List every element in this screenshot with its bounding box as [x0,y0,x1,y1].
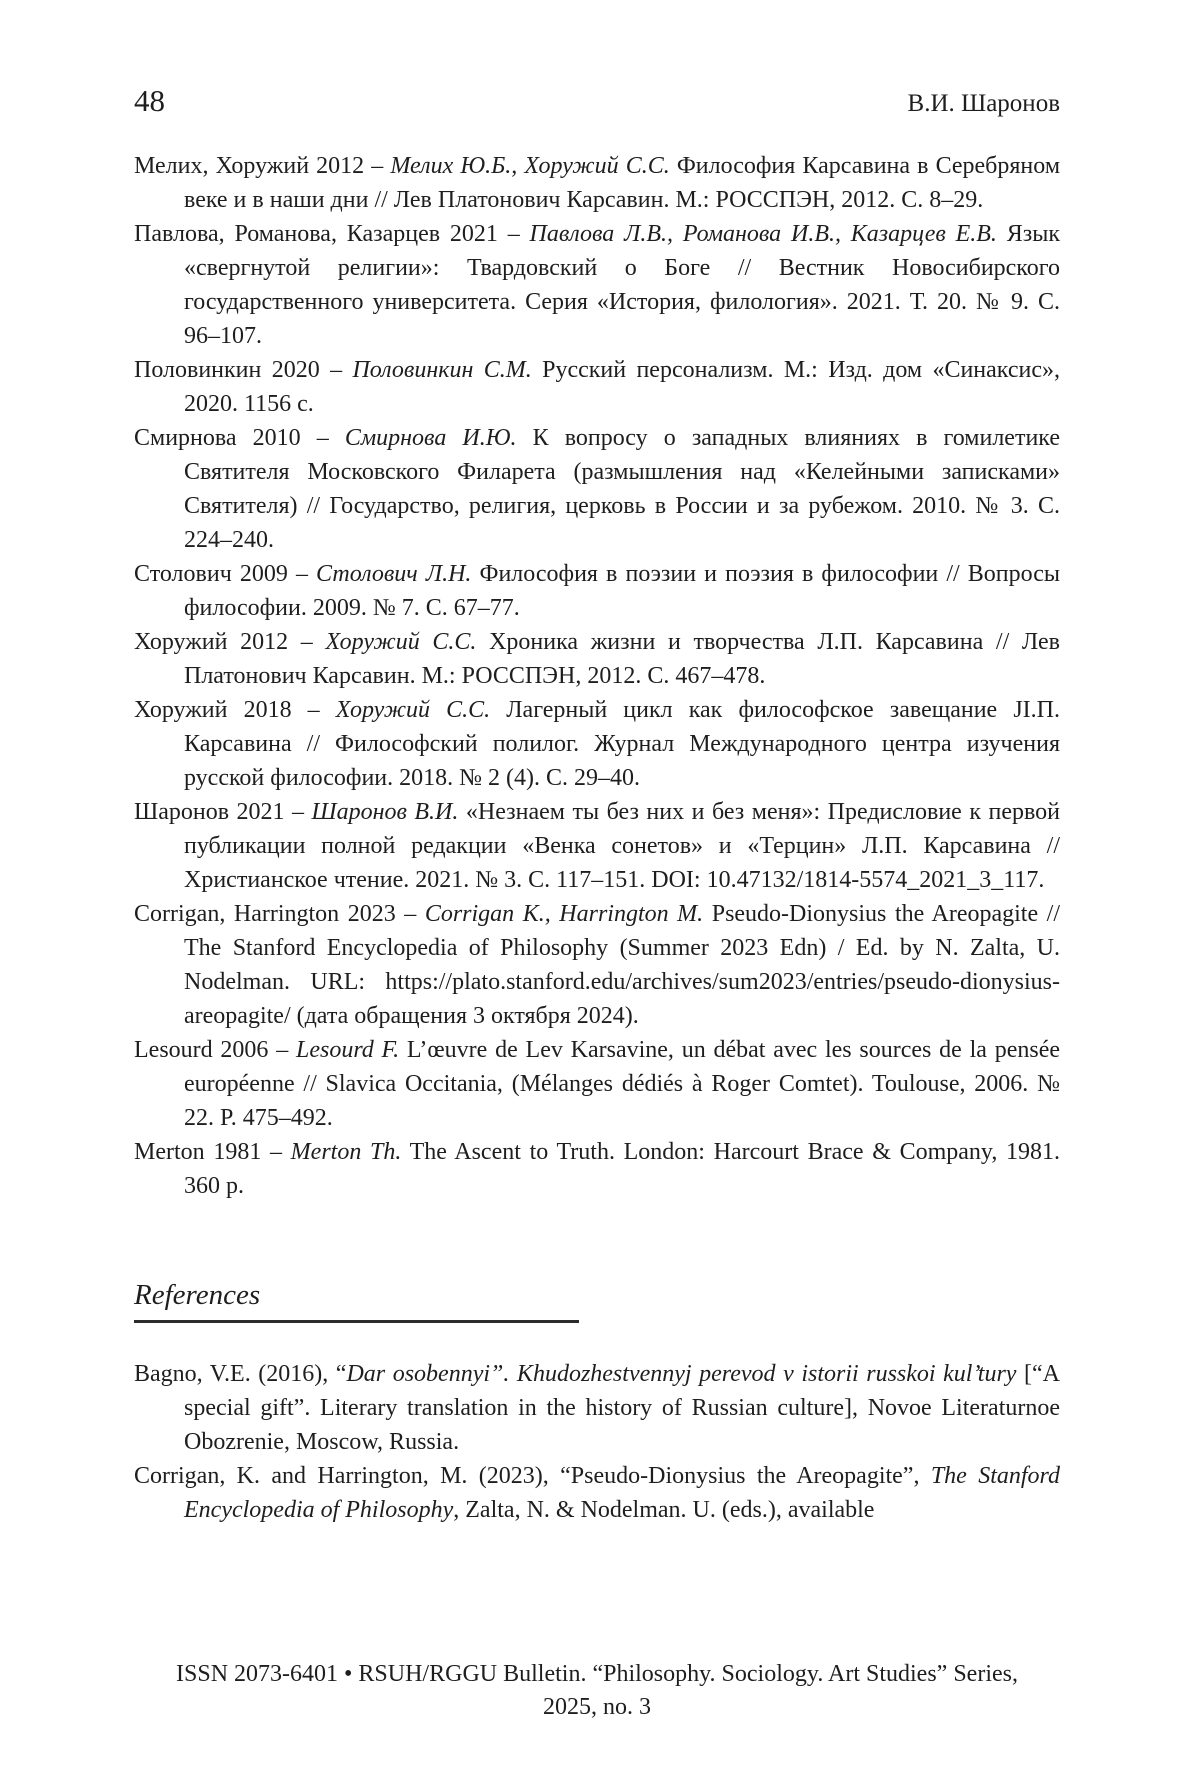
bibliography-entry: Мелих, Хоружий 2012 – Мелих Ю.Б., Хоружий С.С. Философия Карсавина в Серебряном веке и в наши дни // Лев Платонович Карсавин. М.: РОССПЭН, 2012. С. 8–29. [134,153,1061,213]
page-number: 48 [134,83,165,118]
bibliography-entry: Павлова, Романова, Казарцев 2021 – Павлова Л.В., Романова И.В., Казарцев Е.В. Язык «свергнутой религии»: Твардовский о Боге // Вестник Новосибирского государственного университета. Серия «История, филология». 2021. Т. 20. № 9. С. 96–107. [134,221,1060,349]
reference-entry: Bagno, V.E. (2016), “Dar osobennyi”. Khudozhestvennyj perevod v istorii russkoi kul’tury [“A special gift”. Literary translation in the history of Russian culture], Novoe Literaturnoe Obozrenie, Moscow, Russia. [134,1361,1061,1455]
text-column [134,84,1060,1527]
bibliography-entry: Столович 2009 – Столович Л.Н. Философия в поэзии и поэзия в философии // Вопросы философии. 2009. № 7. С. 67–77. [134,561,1060,621]
bibliography-entry: Смирнова 2010 – Смирнова И.Ю. К вопросу о западных влияниях в гомилетике Святителя Московского Филарета (размышления над «Келейными записками» Святителя) // Государство, религия, церковь в России и за рубежом. 2010. № 3. С. 224–240. [134,425,1061,553]
running-header [134,84,1060,121]
reference-entry: Corrigan, K. and Harrington, M. (2023), “Pseudo-Dionysius the Areopagite”, The Stanford Encyclopedia of Philosophy, Zalta, N. & Nodelman. U. (eds.), available [134,1463,1060,1523]
bibliography-entry: Половинкин 2020 – Половинкин С.М. Русский персонализм. М.: Изд. дом «Синаксис», 2020. 1156 с. [134,357,1060,417]
running-head-author: В.И. Шаронов [907,90,1060,117]
references-heading-rule [134,1320,579,1323]
bibliography-entry: Merton 1981 – Merton Th. The Ascent to Truth. London: Harcourt Brace & Company, 1981. 360 p. [134,1139,1061,1199]
bibliography-entry: Corrigan, Harrington 2023 – Corrigan K., Harrington M. Pseudo-Dionysius the Areopagite // The Stanford Encyclopedia of Philosophy (Summer 2023 Edn) / Ed. by N. Zalta, U. Nodelman. URL: https://plato.stanford.edu/archives/sum2023/entries/pseudo-dionysius-areopagite/ (дата обращения 3 октября 2024). [134,901,1060,1029]
bibliography-entry: Lesourd 2006 – Lesourd F. L’œuvre de Lev Karsavine, un débat avec les sources de la pensée européenne // Slavica Occitania, (Mélanges dédiés à Roger Comtet). Toulouse, 2006. № 22. P. 475–492. [134,1037,1060,1131]
footer-issn-line: ISSN 2073-6401 • RSUH/RGGU Bulletin. “Philosophy. Sociology. Art Studies” Series, [176,1661,1018,1687]
bibliography-entry: Хоружий 2018 – Хоружий С.С. Лагерный цикл как философское завещание JI.П. Карсавина // Философский полилог. Журнал Международного центра изучения русской философии. 2018. № 2 (4). С. 29–40. [134,697,1060,791]
bibliography-list [134,149,1060,1203]
references-list [134,1357,1060,1527]
references-heading: References [134,1279,261,1311]
bibliography-entry: Хоружий 2012 – Хоружий С.С. Хроника жизни и творчества Л.П. Карсавина // Лев Платонович Карсавин. М.: РОССПЭН, 2012. С. 467–478. [134,629,1060,689]
journal-footer [134,1658,1060,1724]
bibliography-entry: Шаронов 2021 – Шаронов В.И. «Незнаем ты без них и без меня»: Предисловие к первой публикации полной редакции «Венка сонетов» и «Терцин» Л.П. Карсавина // Христианское чтение. 2021. № 3. С. 117–151. DOI: 10.47132/1814-5574_2021_3_117. [134,799,1061,893]
footer-issue-line: 2025, no. 3 [543,1694,651,1720]
